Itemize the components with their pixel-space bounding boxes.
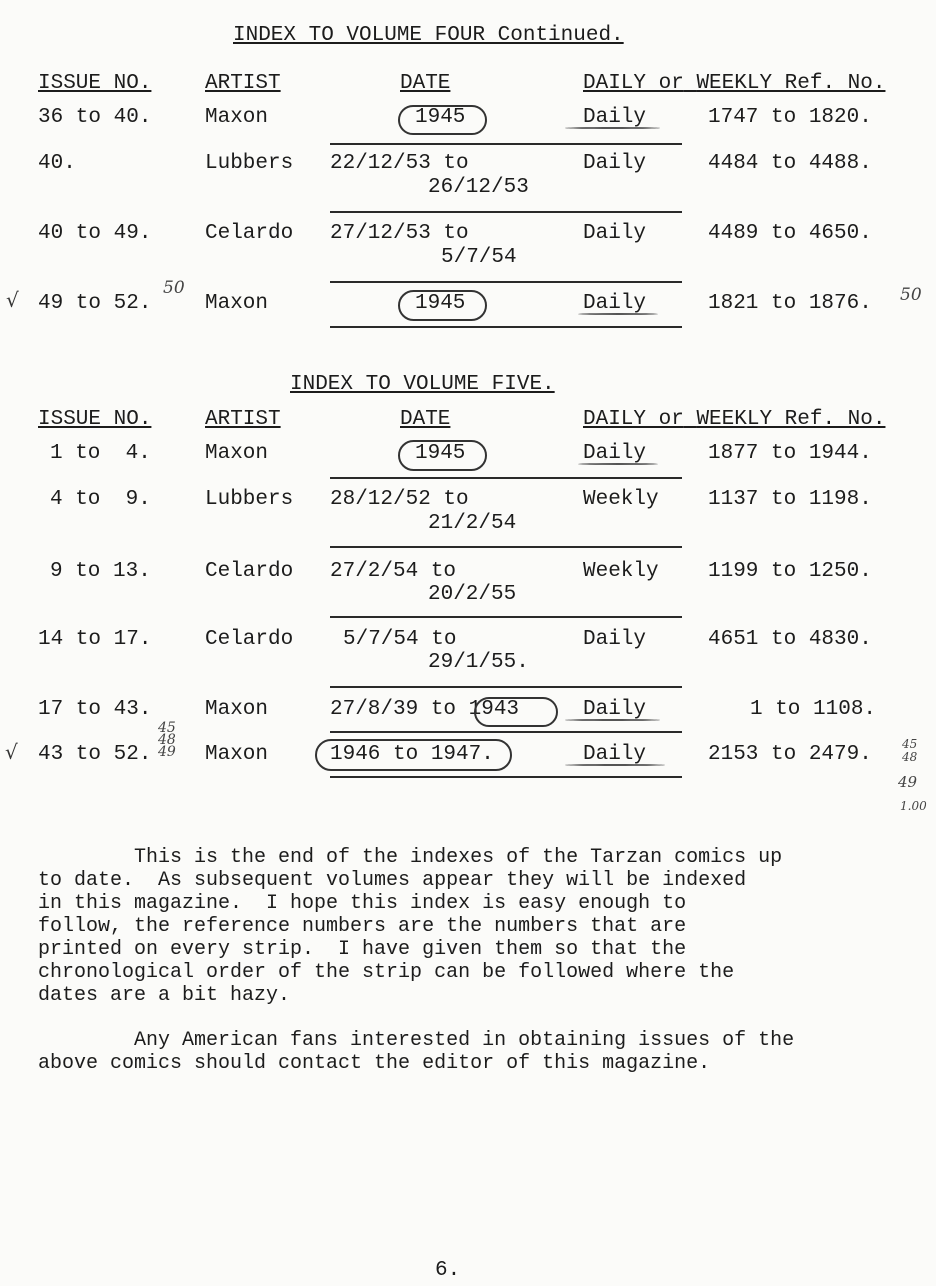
v4-header-type-prefix: DAILY or [583, 72, 684, 95]
table-row-date: 27/8/39 to 1943 [330, 698, 520, 721]
handwritten-note: 48 [902, 750, 918, 764]
table-row-artist: Maxon [205, 698, 269, 721]
date-circle-mark [398, 290, 487, 321]
table-row-issue: 40 to 49. [38, 222, 152, 245]
table-row-type: Weekly [583, 488, 659, 511]
table-row-ref: 1137 to 1198. [708, 488, 872, 511]
table-row-date-end: 29/1/55. [428, 651, 529, 674]
table-row-date: 1946 to 1947. [330, 743, 494, 766]
v5-header-type [583, 408, 885, 431]
date-circle-mark [398, 105, 487, 135]
table-row-type: Daily [583, 442, 647, 465]
row-separator [330, 776, 682, 778]
row-separator [330, 326, 682, 328]
table-row-issue: 4 to 9. [50, 488, 151, 511]
date-circle-mark [315, 739, 512, 771]
table-row-ref: 1 to 1108. [750, 698, 877, 721]
table-row-ref: 1747 to 1820. [708, 106, 872, 129]
v5-header-issue: ISSUE NO. [38, 408, 152, 431]
paragraph-line: This is the end of the indexes of the Tarzan comics up [38, 846, 783, 869]
table-row-artist: Maxon [205, 442, 269, 465]
v4-header-type-suffix: WEEKLY Ref. No. [696, 72, 886, 95]
table-row-date: 27/12/53 to [330, 222, 469, 245]
volume-four-title: INDEX TO VOLUME FOUR Continued. [233, 24, 624, 47]
table-row-type: Weekly [583, 560, 659, 583]
table-row-ref: 4484 to 4488. [708, 152, 872, 175]
table-row-artist: Maxon [205, 743, 269, 766]
table-row-type: Daily [583, 628, 647, 651]
table-row-artist: Lubbers [205, 152, 294, 175]
table-row-ref: 4489 to 4650. [708, 222, 872, 245]
date-circle-mark [474, 697, 558, 727]
table-row-artist: Maxon [205, 106, 269, 129]
table-row-type: Daily [583, 106, 647, 129]
table-row-type: Daily [583, 152, 647, 175]
volume-five-title: INDEX TO VOLUME FIVE. [290, 373, 555, 396]
row-separator [330, 546, 682, 548]
table-row-date-end: 26/12/53 [428, 176, 529, 199]
table-row-issue: 1 to 4. [50, 442, 151, 465]
date-circle-mark [398, 440, 487, 471]
v4-header-date: DATE [400, 72, 451, 95]
pen-underline-mark [565, 127, 660, 129]
handwritten-note: 50 [163, 278, 185, 298]
table-row-date: 27/2/54 to [330, 560, 457, 583]
row-separator [330, 143, 682, 145]
table-row-date-end: 21/2/54 [428, 512, 517, 535]
paragraph-line: above comics should contact the editor of this magazine. [38, 1052, 711, 1075]
v4-header-issue: ISSUE NO. [38, 72, 152, 95]
v5-header-type-prefix: DAILY or [583, 408, 684, 431]
table-row-type: Daily [583, 698, 647, 721]
table-row-issue: 9 to 13. [50, 560, 151, 583]
check-mark-icon: √ [5, 740, 18, 764]
table-row-date-end: 20/2/55 [428, 583, 517, 606]
paragraph-line: dates are a bit hazy. [38, 984, 291, 1007]
row-separator [330, 477, 682, 479]
table-row-ref: 1199 to 1250. [708, 560, 872, 583]
table-row-issue: 14 to 17. [38, 628, 152, 651]
pen-underline-mark [565, 719, 660, 721]
table-row-issue: 43 to 52. [38, 743, 152, 766]
table-row-ref: 4651 to 4830. [708, 628, 872, 651]
paragraph-line: to date. As subsequent volumes appear they will be indexed [38, 869, 747, 892]
page-number: 6. [435, 1259, 461, 1282]
table-row-type: Daily [583, 222, 647, 245]
paragraph-line: in this magazine. I hope this index is easy enough to [38, 892, 687, 915]
paragraph-line: Any American fans interested in obtaining issues of the [38, 1029, 795, 1052]
table-row-date: 1945 [415, 292, 466, 315]
row-separator [330, 211, 682, 213]
paragraph-line: chronological order of the strip can be followed where the [38, 961, 735, 984]
row-separator [330, 281, 682, 283]
table-row-ref: 1877 to 1944. [708, 442, 872, 465]
v4-header-type [583, 72, 885, 95]
table-row-ref: 2153 to 2479. [708, 743, 872, 766]
table-row-date: 5/7/54 to [343, 628, 457, 651]
pen-underline-mark [578, 463, 658, 465]
table-row-artist: Lubbers [205, 488, 294, 511]
v5-header-type-suffix: WEEKLY Ref. No. [696, 408, 886, 431]
table-row-issue: 49 to 52. [38, 292, 152, 315]
row-separator [330, 616, 682, 618]
table-row-artist: Celardo [205, 222, 294, 245]
paragraph-line: printed on every strip. I have given them so that the [38, 938, 687, 961]
paragraph-line: follow, the reference numbers are the numbers that are [38, 915, 687, 938]
check-mark-icon: √ [6, 288, 19, 312]
table-row-artist: Celardo [205, 560, 294, 583]
v4-header-artist: ARTIST [205, 72, 281, 95]
handwritten-note: 50 [900, 285, 922, 305]
table-row-type: Daily [583, 743, 647, 766]
table-row-issue: 36 to 40. [38, 106, 152, 129]
handwritten-note: 49 [898, 773, 918, 791]
table-row-date: 1945 [415, 442, 466, 465]
v5-header-artist: ARTIST [205, 408, 281, 431]
table-row-date: 22/12/53 to [330, 152, 469, 175]
pen-underline-mark [578, 313, 658, 315]
table-row-ref: 1821 to 1876. [708, 292, 872, 315]
table-row-date: 1945 [415, 106, 466, 129]
v5-header-date: DATE [400, 408, 451, 431]
handwritten-note: 45 48 49 [158, 720, 176, 760]
table-row-date-end: 5/7/54 [441, 246, 517, 269]
table-row-artist: Maxon [205, 292, 269, 315]
table-row-type: Daily [583, 292, 647, 315]
pen-underline-mark [565, 764, 665, 766]
handwritten-note: 1.00 [900, 799, 927, 813]
row-separator [330, 686, 682, 688]
table-row-issue: 17 to 43. [38, 698, 152, 721]
handwritten-note: 45 [902, 737, 918, 751]
table-row-issue: 40. [38, 152, 76, 175]
table-row-date: 28/12/52 to [330, 488, 469, 511]
table-row-artist: Celardo [205, 628, 294, 651]
row-separator [330, 731, 682, 733]
